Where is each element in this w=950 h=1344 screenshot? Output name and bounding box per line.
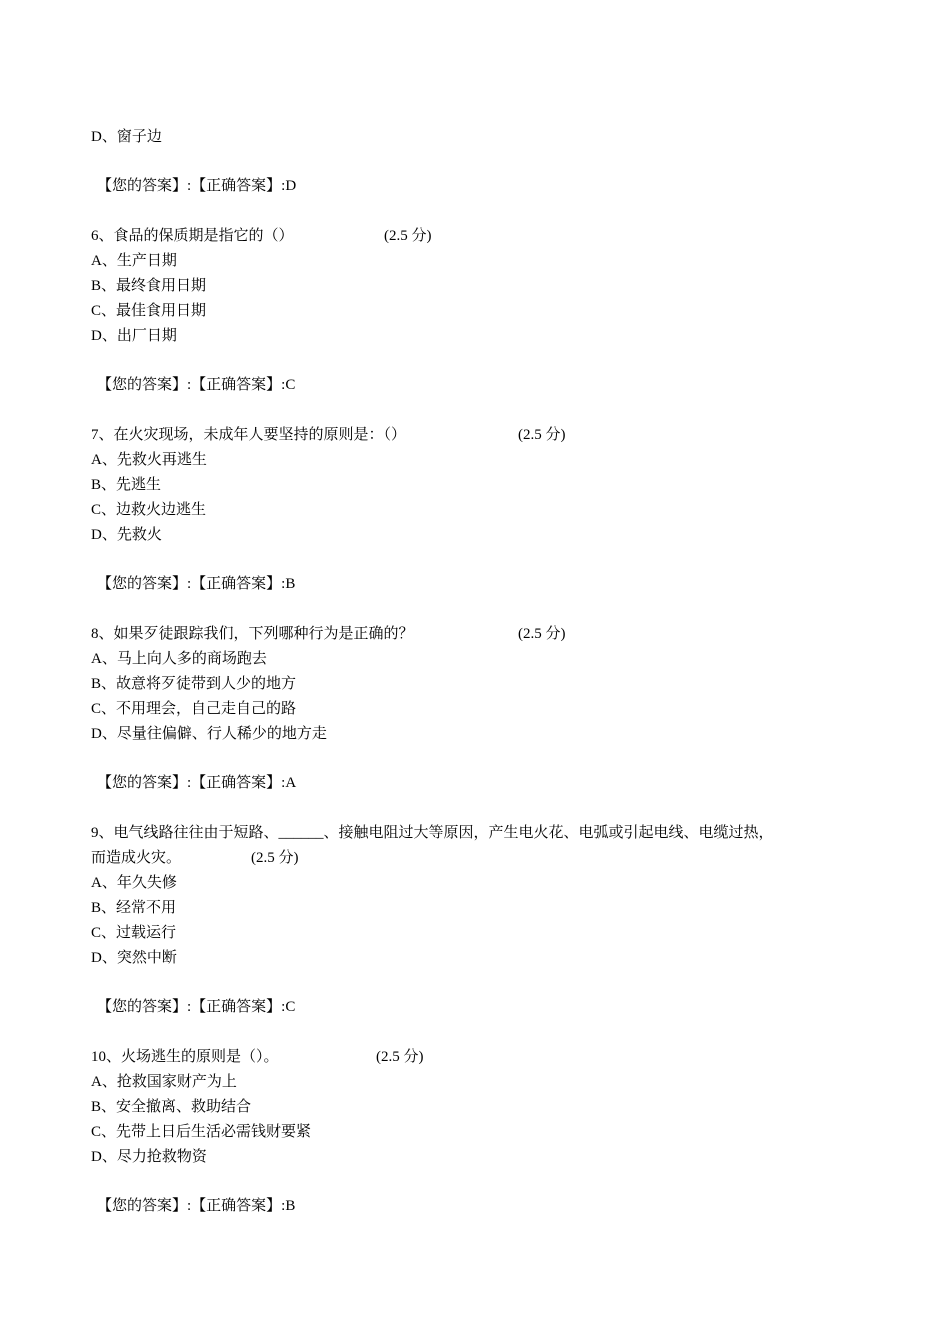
question-score: (2.5 分) bbox=[376, 1049, 424, 1065]
answer-line-7: 【您的答案】:【正确答案】:B bbox=[97, 576, 296, 592]
question-score: (2.5 分) bbox=[251, 850, 299, 866]
question-stem bbox=[91, 1045, 871, 1070]
answer-line-prev: 【您的答案】:【正确答案】:D bbox=[97, 178, 297, 194]
question-10 bbox=[91, 1045, 871, 1170]
option-b: B、安全撤离、救助结合 bbox=[91, 1099, 252, 1115]
option-c: C、边救火边逃生 bbox=[91, 502, 207, 518]
question-text: 6、食品的保质期是指它的（） bbox=[91, 228, 294, 244]
question-text: 8、如果歹徒跟踪我们，下列哪种行为是正确的？ bbox=[91, 626, 414, 642]
question-score: (2.5 分) bbox=[384, 228, 432, 244]
question-stem bbox=[91, 224, 871, 249]
option-a: A、先救火再逃生 bbox=[91, 452, 207, 468]
option-prev-d: D、窗子边 bbox=[91, 129, 162, 145]
option-a: A、抢救国家财产为上 bbox=[91, 1074, 237, 1090]
option-d: D、出厂日期 bbox=[91, 328, 177, 344]
answer-line-9: 【您的答案】:【正确答案】:C bbox=[97, 999, 296, 1015]
answer-line-6: 【您的答案】:【正确答案】:C bbox=[97, 377, 296, 393]
option-b: B、故意将歹徒带到人少的地方 bbox=[91, 676, 297, 692]
option-b: B、经常不用 bbox=[91, 900, 177, 916]
question-text: 10、火场逃生的原则是（）。 bbox=[91, 1049, 279, 1065]
option-c: C、先带上日后生活必需钱财要紧 bbox=[91, 1124, 312, 1140]
option-d: D、尽力抢救物资 bbox=[91, 1149, 207, 1165]
option-c: C、不用理会，自己走自己的路 bbox=[91, 701, 297, 717]
option-c: C、最佳食用日期 bbox=[91, 303, 207, 319]
answer-line-10: 【您的答案】:【正确答案】:B bbox=[97, 1198, 296, 1214]
question-9 bbox=[91, 821, 871, 971]
option-d: D、先救火 bbox=[91, 527, 162, 543]
option-d: D、突然中断 bbox=[91, 950, 177, 966]
question-stem bbox=[91, 423, 871, 448]
question-text-line2: 而造成火灾。 bbox=[91, 850, 182, 866]
question-6 bbox=[91, 224, 871, 349]
option-d: D、尽量往偏僻、行人稀少的地方走 bbox=[91, 726, 327, 742]
answer-line-8: 【您的答案】:【正确答案】:A bbox=[97, 775, 297, 791]
option-b: B、先逃生 bbox=[91, 477, 162, 493]
question-score: (2.5 分) bbox=[518, 427, 566, 443]
question-7 bbox=[91, 423, 871, 548]
option-a: A、生产日期 bbox=[91, 253, 177, 269]
option-b: B、最终食用日期 bbox=[91, 278, 207, 294]
question-text: 7、在火灾现场，未成年人要坚持的原则是：（） bbox=[91, 427, 407, 443]
option-c: C、过载运行 bbox=[91, 925, 177, 941]
option-a: A、年久失修 bbox=[91, 875, 177, 891]
question-score: (2.5 分) bbox=[518, 626, 566, 642]
question-8 bbox=[91, 622, 871, 747]
question-text-line1: 9、电气线路往往由于短路、______、接触电阻过大等原因，产生电火花、电弧或引起电线、电缆过热， bbox=[91, 825, 774, 841]
question-stem bbox=[91, 622, 871, 647]
question-stem-line2 bbox=[91, 846, 871, 871]
option-a: A、马上向人多的商场跑去 bbox=[91, 651, 267, 667]
